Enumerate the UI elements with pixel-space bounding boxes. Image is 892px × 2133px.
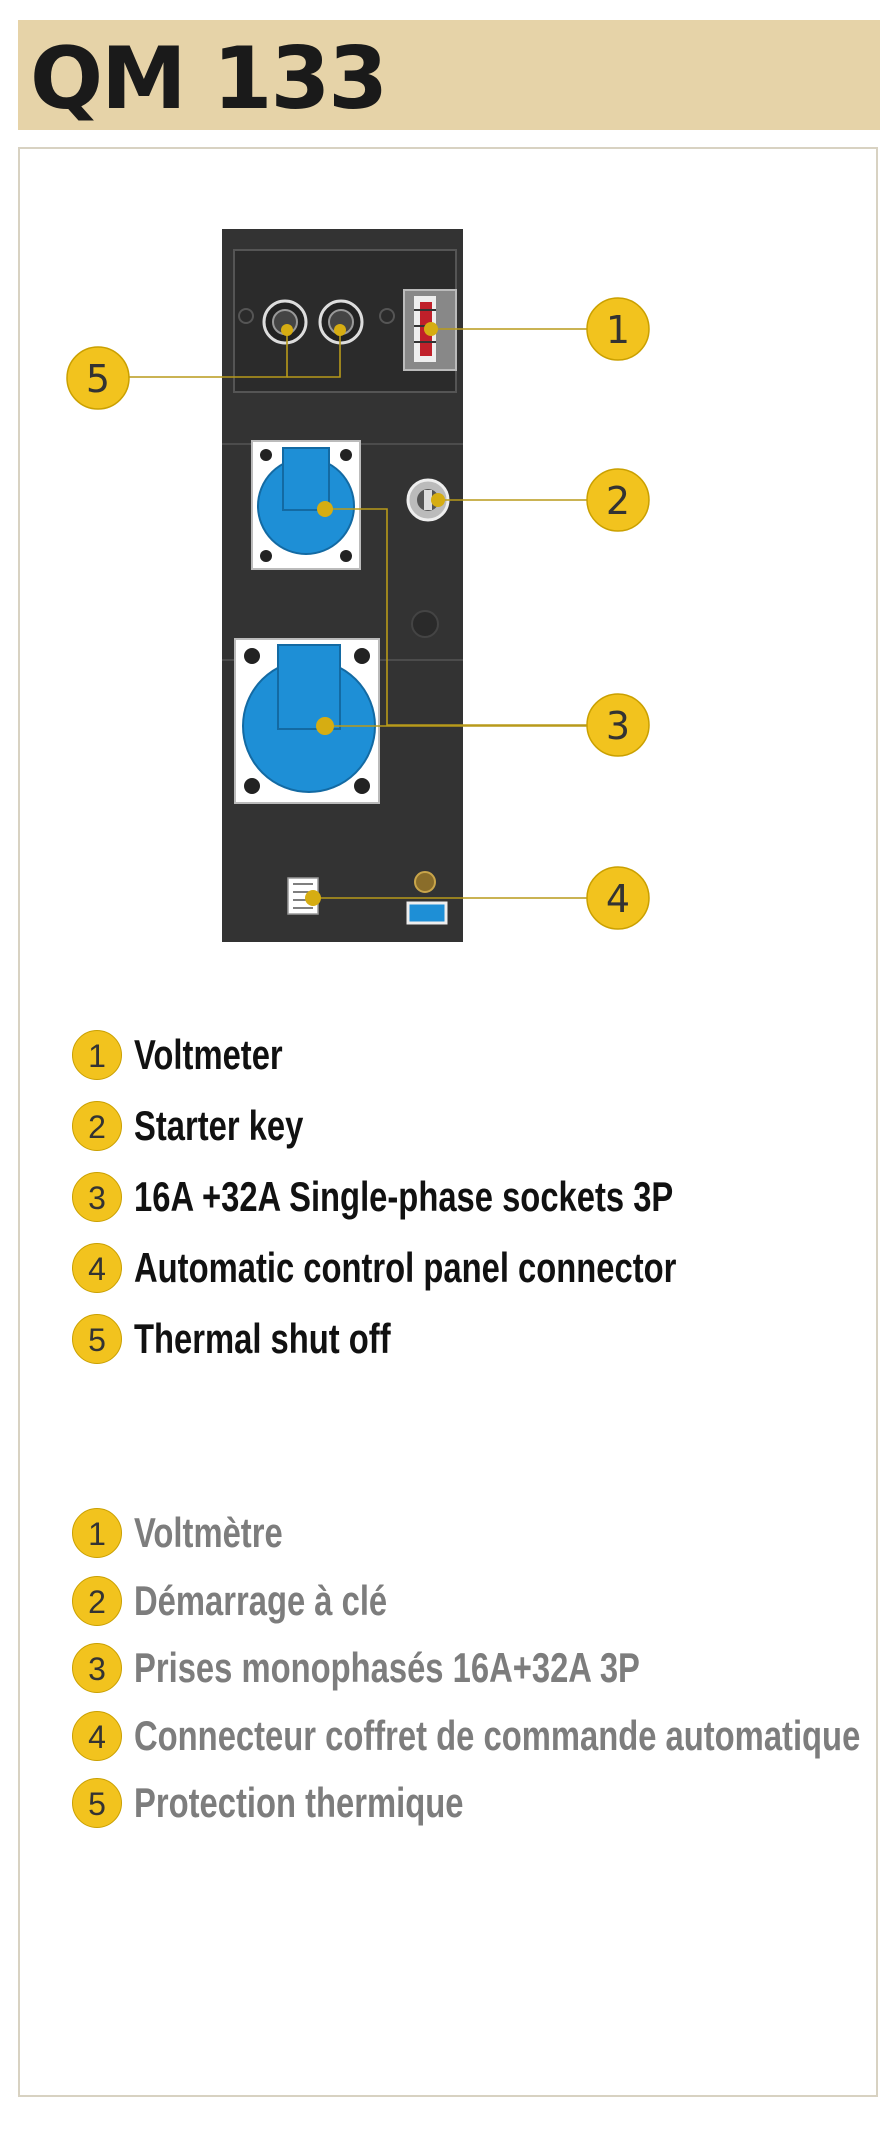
legend-label: Prises monophasés 16A+32A 3P	[134, 1644, 640, 1691]
page-title: QM 133	[30, 29, 387, 129]
thermal-breaker-right[interactable]	[320, 301, 362, 343]
legend-number-badge: 2	[72, 1576, 122, 1626]
legend-number-badge: 4	[72, 1711, 122, 1761]
callout-3-label: 3	[605, 704, 631, 748]
legend-label: Thermal shut off	[134, 1315, 391, 1362]
legend-number-badge: 5	[72, 1314, 122, 1364]
blanking-plug	[412, 611, 438, 637]
legend-number-badge: 5	[72, 1778, 122, 1828]
legend-label: Voltmètre	[134, 1509, 283, 1556]
callout-4	[587, 867, 649, 929]
callout-4-label: 4	[605, 877, 631, 921]
callout-5	[67, 347, 129, 409]
callout-3	[587, 694, 649, 756]
callout-1-label: 1	[605, 308, 631, 352]
legend-label: Démarrage à clé	[134, 1576, 388, 1624]
legend-number-badge: 3	[72, 1643, 122, 1693]
legend-label: Starter key	[134, 1102, 304, 1149]
legend-number-badge: 4	[72, 1243, 122, 1293]
legend-label: Voltmeter	[134, 1031, 283, 1078]
socket-16a[interactable]	[252, 441, 360, 569]
legend-label: Protection thermique	[134, 1779, 464, 1826]
callout-5-label: 5	[85, 357, 111, 401]
callout-2-label: 2	[605, 479, 631, 523]
socket-32a[interactable]	[235, 639, 379, 803]
legend-label: Connecteur coffret de commande automatique	[134, 1711, 861, 1759]
callout-1	[587, 298, 649, 360]
legend-number-badge: 3	[72, 1172, 122, 1222]
legend-number-badge: 1	[72, 1030, 122, 1080]
indicator-light	[408, 903, 446, 923]
control-panel-diagram	[0, 0, 892, 1000]
legend-label: Automatic control panel connector	[134, 1244, 677, 1291]
callout-2	[587, 469, 649, 531]
legend-label: 16A +32A Single-phase sockets 3P	[134, 1173, 674, 1220]
legend-number-badge: 2	[72, 1101, 122, 1151]
ground-screw-icon	[415, 872, 435, 892]
legend-number-badge: 1	[72, 1508, 122, 1558]
thermal-breaker-left[interactable]	[264, 301, 306, 343]
